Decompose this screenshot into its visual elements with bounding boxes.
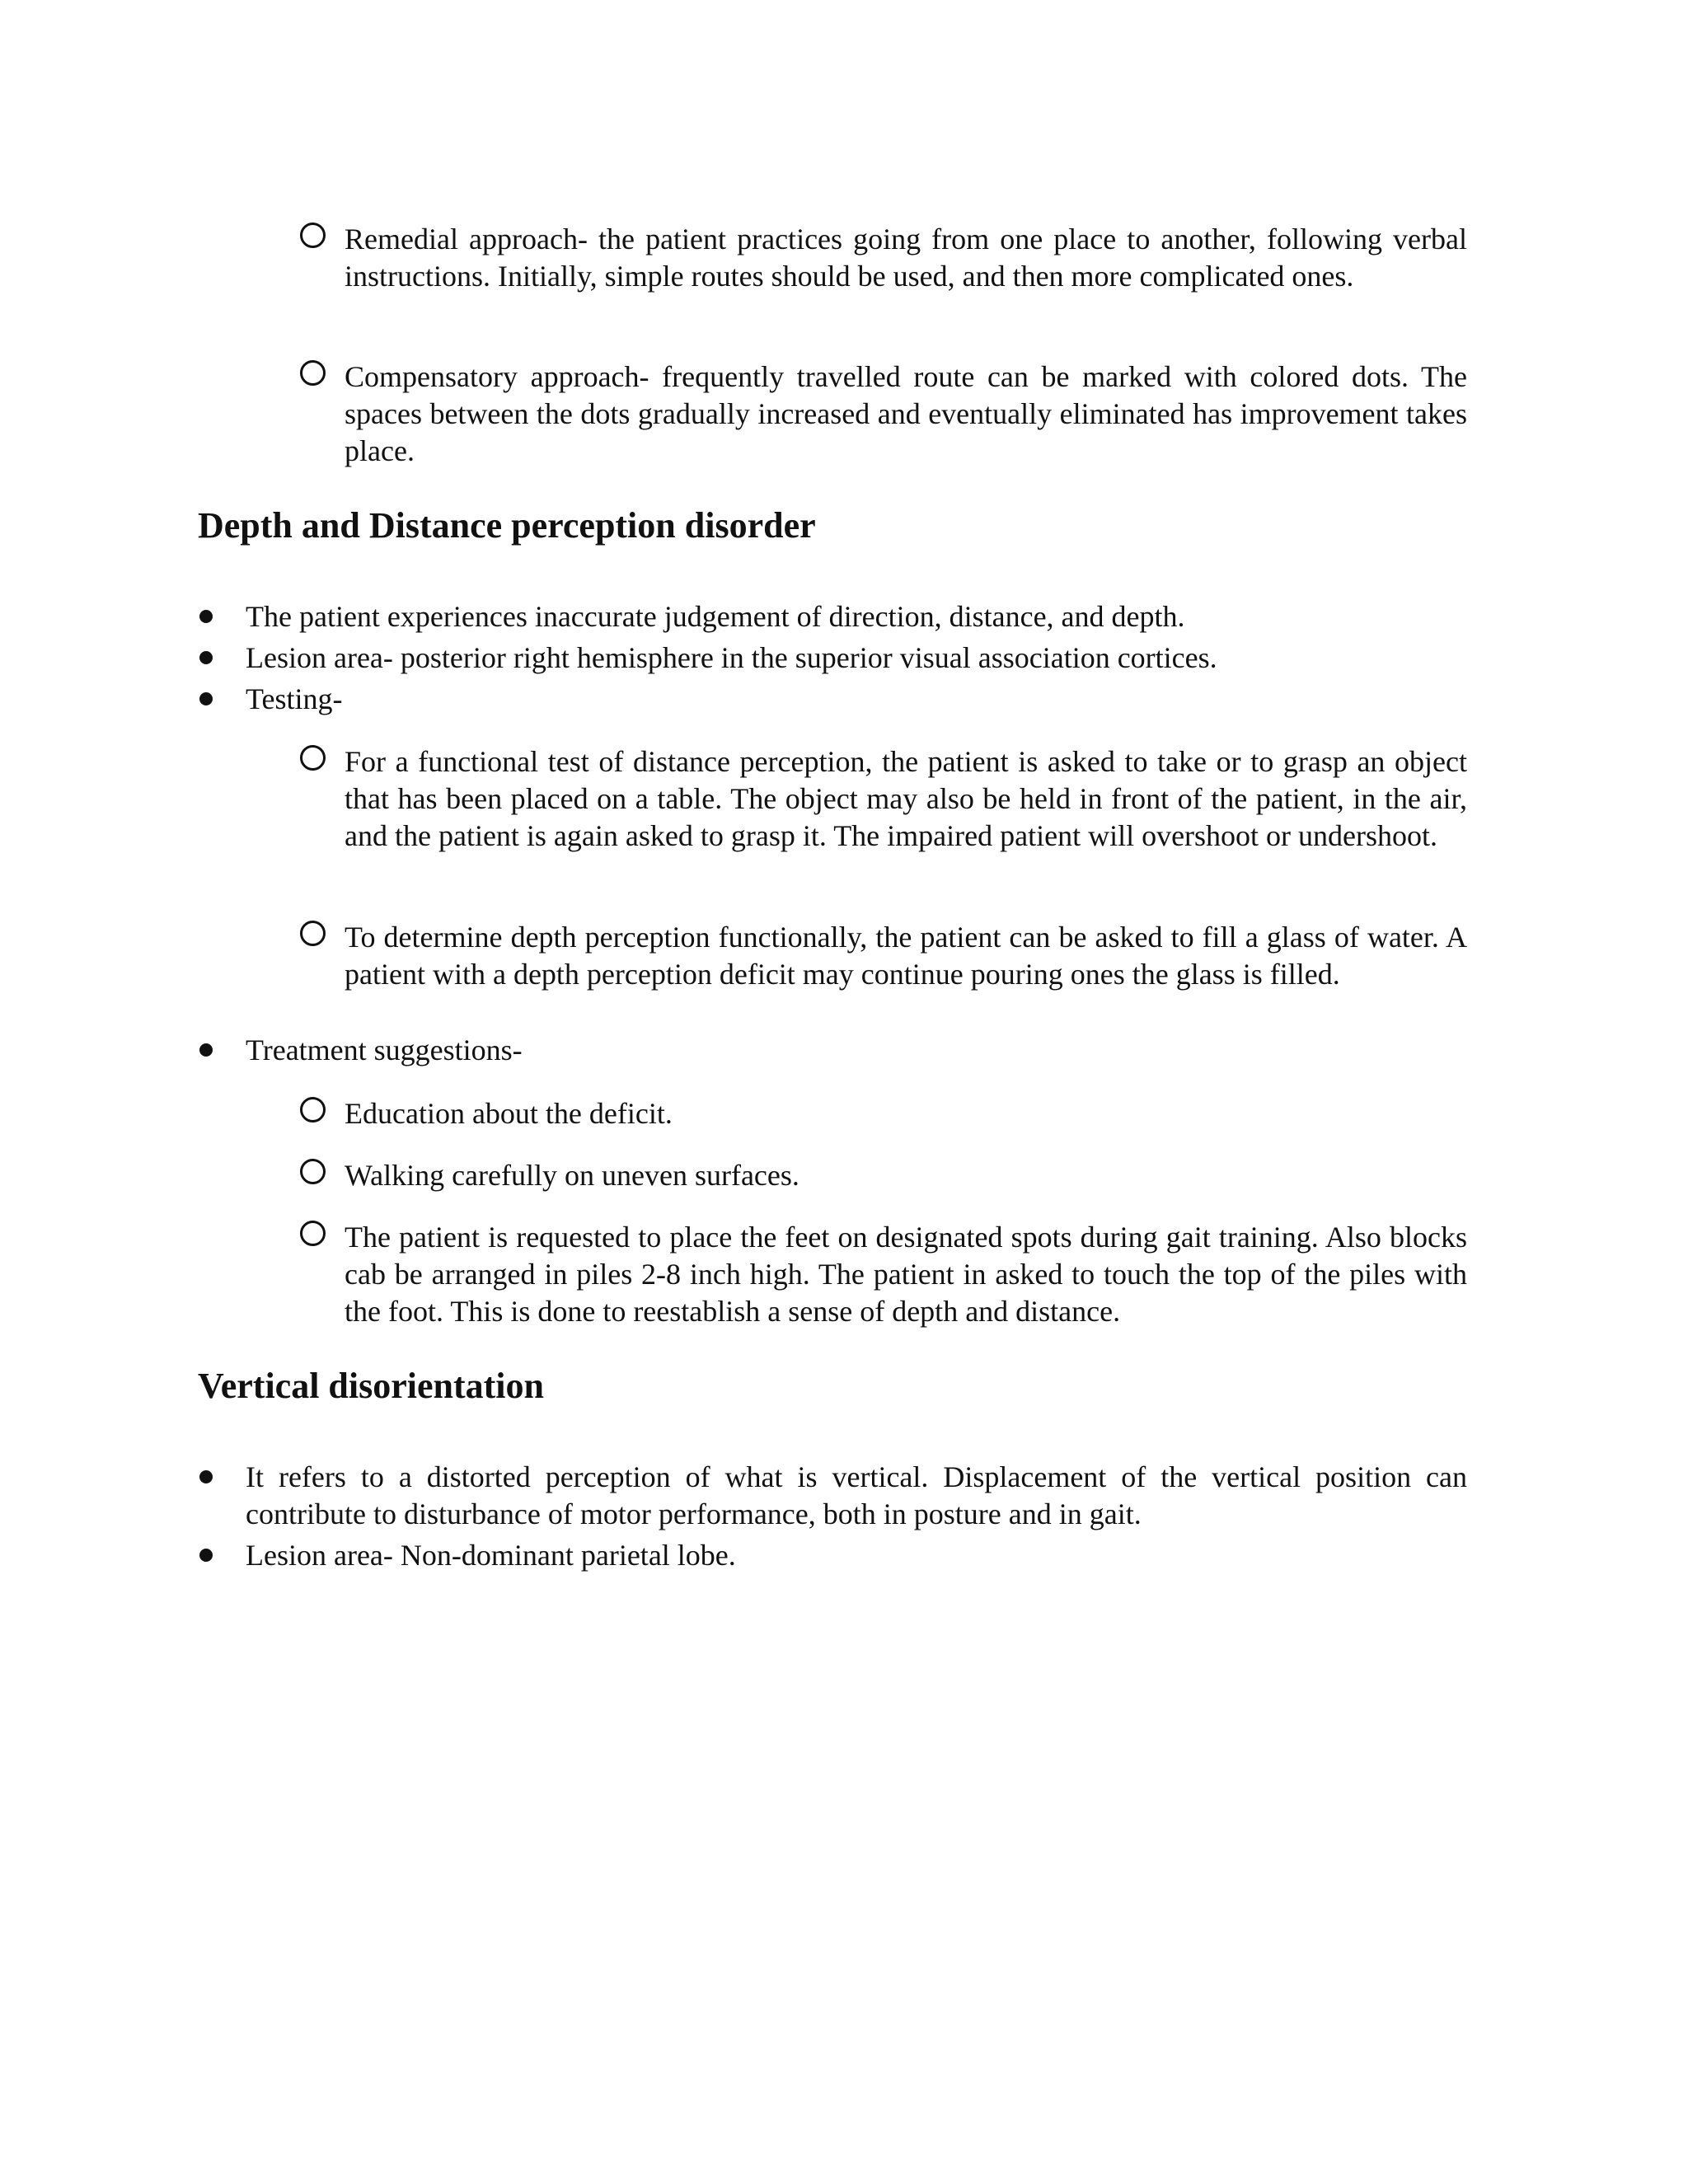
bullet-dot-icon xyxy=(199,692,213,705)
depth-distance-heading: Depth and Distance perception disorder xyxy=(198,505,816,546)
education-text: Education about the deficit. xyxy=(345,1097,673,1130)
bullet-dot-icon xyxy=(199,1549,213,1562)
circle-bullet-icon xyxy=(300,921,326,946)
bullet-dot-icon xyxy=(199,1470,213,1483)
testing-label: Testing- xyxy=(246,682,343,715)
circle-bullet-icon xyxy=(300,223,326,248)
distorted-perception-text: It refers to a distorted perception of what is vertical. Displacement of the vertical position can contribute to disturbance of motor performance, both in posture and in gait. xyxy=(246,1460,1467,1530)
distance-perception-test-text: For a functional test of distance perception, the patient is asked to take or to grasp an object that has been placed on a table. The object may also be held in front of the patient, in the air, and the patient is again asked to grasp it. The impaired patient will overshoot or undershoot. xyxy=(345,745,1467,852)
depth-perception-test-text: To determine depth perception functionally, the patient can be asked to fill a glass of water. A patient with a depth perception deficit may continue pouring ones the glass is filled. xyxy=(345,921,1467,991)
circle-bullet-icon xyxy=(300,1221,326,1246)
vertical-disorientation-heading: Vertical disorientation xyxy=(198,1366,544,1406)
lesion-area-depth-text: Lesion area- posterior right hemisphere in the superior visual association cortices. xyxy=(246,641,1217,674)
circle-bullet-icon xyxy=(300,1159,326,1184)
circle-bullet-icon xyxy=(300,360,326,386)
circle-bullet-icon xyxy=(300,1097,326,1122)
bullet-dot-icon xyxy=(199,1043,213,1057)
treatment-suggestions-label: Treatment suggestions- xyxy=(246,1033,523,1066)
gait-training-text: The patient is requested to place the feet on designated spots during gait training. Also blocks cab be arranged in piles 2-8 inch high. The patient in asked to touch the top of the piles with the foot. This is done to reestablish a sense of depth and distance. xyxy=(345,1221,1467,1328)
bullet-dot-icon xyxy=(199,610,213,623)
lesion-area-vertical-text: Lesion area- Non-dominant parietal lobe. xyxy=(246,1539,736,1572)
remedial-approach-text: Remedial approach- the patient practices going from one place to another, following verbal instructions. Initially, simple routes should be used, and then more complicated ones. xyxy=(345,223,1467,293)
inaccurate-judgement-text: The patient experiences inaccurate judgement of direction, distance, and depth. xyxy=(246,600,1185,633)
compensatory-approach-text: Compensatory approach- frequently travelled route can be marked with colored dots. The spaces between the dots gradually increased and eventually eliminated has improvement takes place. xyxy=(345,360,1467,467)
bullet-dot-icon xyxy=(199,651,213,664)
walking-carefully-text: Walking carefully on uneven surfaces. xyxy=(345,1159,799,1192)
circle-bullet-icon xyxy=(300,745,326,771)
